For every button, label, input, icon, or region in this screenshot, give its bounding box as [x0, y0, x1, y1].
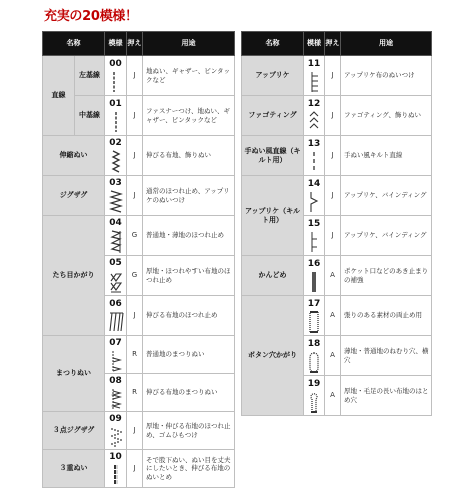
pattern-cell	[105, 176, 127, 216]
usage-text: アップリケ布のぬいつけ	[341, 56, 432, 96]
table-header-row	[242, 32, 432, 56]
header-usage: 用途	[341, 32, 432, 56]
table-row	[43, 412, 235, 450]
pattern-cell	[304, 376, 325, 416]
presser-foot: G	[127, 216, 143, 256]
pattern-number: 16	[307, 258, 321, 269]
pattern-number: 08	[109, 375, 122, 386]
pattern-number: 05	[109, 257, 122, 268]
header-name: 名称	[242, 32, 304, 56]
pattern-cell	[304, 216, 325, 256]
row-name: アップリケ	[242, 56, 304, 96]
pattern-number: 00	[109, 58, 122, 69]
pattern-number: 13	[307, 138, 321, 149]
usage-text: アップリケ、バインディング	[341, 176, 432, 216]
overcast-icon	[109, 230, 123, 254]
usage-text: ファゴティング、飾りぬい	[341, 96, 432, 136]
buttonhole-round-icon	[308, 351, 320, 373]
table-row	[242, 56, 432, 96]
pattern-cell	[105, 56, 127, 96]
header-pattern: 模様	[105, 32, 127, 56]
header-pattern: 模様	[304, 32, 325, 56]
pattern-cell	[105, 336, 127, 374]
presser-foot: J	[127, 296, 143, 336]
pattern-number: 02	[109, 137, 122, 148]
pattern-number: 07	[109, 337, 122, 348]
pattern-number: 10	[109, 451, 122, 462]
group-overcast: たち目かがり	[43, 216, 105, 336]
presser-foot: J	[127, 96, 143, 136]
table-row	[43, 336, 235, 374]
presser-foot: J	[325, 216, 341, 256]
usage-text: 普通地・薄地のほつれ止め	[143, 216, 235, 256]
table-row	[242, 176, 432, 216]
stitch-table-right	[241, 31, 432, 416]
fagoting-icon	[308, 111, 320, 133]
row-name: 伸縮ぬい	[43, 136, 105, 176]
pattern-cell	[304, 136, 325, 176]
row-name: ３重ぬい	[43, 450, 105, 488]
pattern-cell	[105, 256, 127, 296]
row-name: 左基線	[75, 56, 105, 96]
applique-quilt-icon-a	[308, 191, 320, 213]
table-row	[242, 136, 432, 176]
triple-stitch-icon	[111, 464, 121, 486]
pattern-cell	[304, 176, 325, 216]
pattern-cell	[304, 296, 325, 336]
table-row	[242, 96, 432, 136]
overcast-heavy-icon	[109, 270, 123, 294]
buttonhole-square-icon	[308, 311, 320, 333]
table-row	[242, 296, 432, 336]
group-applique-quilt: アップリケ（キルト用）	[242, 176, 304, 256]
table-row	[43, 136, 235, 176]
presser-foot: A	[325, 296, 341, 336]
group-blind-hem: まつりぬい	[43, 336, 105, 412]
stitch-table-left	[42, 31, 235, 488]
pattern-number: 09	[109, 413, 122, 424]
blind-hem-icon	[109, 350, 123, 372]
pattern-cell	[105, 136, 127, 176]
presser-foot: R	[127, 336, 143, 374]
group-buttonhole: ボタン穴かがり	[242, 296, 304, 416]
pattern-number: 17	[307, 298, 321, 309]
pattern-number: 03	[109, 177, 122, 188]
presser-foot: J	[127, 412, 143, 450]
pattern-cell	[304, 96, 325, 136]
straight-stitch-left-icon	[111, 71, 121, 93]
presser-foot: J	[325, 136, 341, 176]
header-usage: 用途	[143, 32, 235, 56]
presser-foot: G	[127, 256, 143, 296]
presser-foot: J	[127, 56, 143, 96]
header-name: 名称	[43, 32, 105, 56]
presser-foot: A	[325, 376, 341, 416]
quilt-hand-look-icon	[309, 151, 319, 173]
presser-foot: J	[325, 176, 341, 216]
table-row	[43, 216, 235, 256]
usage-text: 伸びる布地のまつりぬい	[143, 374, 235, 412]
presser-foot: A	[325, 336, 341, 376]
applique-quilt-icon-b	[308, 231, 320, 253]
usage-text: 厚地・毛足の長い布地のはと め穴	[341, 376, 432, 416]
table-row	[43, 450, 235, 488]
usage-text: ファスナーつけ、地ぬい、ギャザー、ピンタックなど	[143, 96, 235, 136]
usage-text: 張りのある素材の両止め用	[341, 296, 432, 336]
applique-stitch-icon	[308, 71, 320, 93]
bartack-icon	[309, 271, 319, 293]
pattern-cell	[304, 256, 325, 296]
presser-foot: A	[325, 256, 341, 296]
pattern-number: 14	[307, 178, 321, 189]
usage-text: 地ぬい、ギャザー、ピンタックなど	[143, 56, 235, 96]
overcast-stretch-icon	[108, 311, 124, 333]
usage-text: ポケット口などのあき止まりの補強	[341, 256, 432, 296]
pattern-cell	[105, 296, 127, 336]
usage-text: 通常のほつれ止め、アップリケのぬいつけ	[143, 176, 235, 216]
usage-text: 厚地・ほつれやすい布地のほつれ止め	[143, 256, 235, 296]
table-header-row	[43, 32, 235, 56]
row-name: かんどめ	[242, 256, 304, 296]
row-name: ３点ジグザグ	[43, 412, 105, 450]
row-name: 中基線	[75, 96, 105, 136]
usage-text: 厚地・伸びる布地のほつれ止め、ゴムひもつけ	[143, 412, 235, 450]
row-name: ジグザグ	[43, 176, 105, 216]
pattern-cell	[105, 412, 127, 450]
stretch-stitch-icon	[110, 150, 122, 174]
presser-foot: J	[325, 96, 341, 136]
row-name: 手ぬい風直線（キルト用）	[242, 136, 304, 176]
presser-foot: R	[127, 374, 143, 412]
pattern-cell	[105, 216, 127, 256]
pattern-cell	[304, 56, 325, 96]
table-row	[43, 56, 235, 96]
usage-text: 伸びる布地、飾りぬい	[143, 136, 235, 176]
pattern-number: 04	[109, 217, 122, 228]
presser-foot: J	[325, 56, 341, 96]
straight-stitch-center-icon	[111, 111, 121, 133]
pattern-number: 15	[307, 218, 321, 229]
pattern-cell	[105, 374, 127, 412]
usage-text: 普通地のまつりぬい	[143, 336, 235, 374]
page-title: 充実の20模様！	[44, 9, 138, 24]
usage-text: そで股下ぬい、ぬい目を丈夫にしたいとき、伸びる布地のぬいとめ	[143, 450, 235, 488]
pattern-number: 18	[307, 338, 321, 349]
stretch-blind-hem-icon	[109, 388, 123, 410]
header-presser: 押え	[325, 32, 341, 56]
pattern-number: 01	[109, 98, 122, 109]
pattern-cell	[105, 450, 127, 488]
buttonhole-keyhole-icon	[308, 391, 320, 413]
group-straight: 直線	[43, 56, 75, 136]
pattern-cell	[105, 96, 127, 136]
pattern-number: 19	[307, 378, 321, 389]
table-row	[43, 176, 235, 216]
three-step-zigzag-icon	[109, 426, 123, 448]
pattern-number: 11	[307, 58, 321, 69]
usage-text: アップリケ、バインディング	[341, 216, 432, 256]
presser-foot: J	[127, 176, 143, 216]
table-row	[242, 256, 432, 296]
usage-text: 手ぬい風キルト直線	[341, 136, 432, 176]
usage-text: 伸びる布地のほつれ止め	[143, 296, 235, 336]
presser-foot: J	[127, 136, 143, 176]
header-presser: 押え	[127, 32, 143, 56]
zigzag-icon	[109, 190, 123, 214]
presser-foot: J	[127, 450, 143, 488]
pattern-cell	[304, 336, 325, 376]
usage-text: 薄地・普通地のねむり穴、横穴	[341, 336, 432, 376]
pattern-number: 06	[109, 298, 122, 309]
pattern-number: 12	[307, 98, 321, 109]
row-name: ファゴティング	[242, 96, 304, 136]
